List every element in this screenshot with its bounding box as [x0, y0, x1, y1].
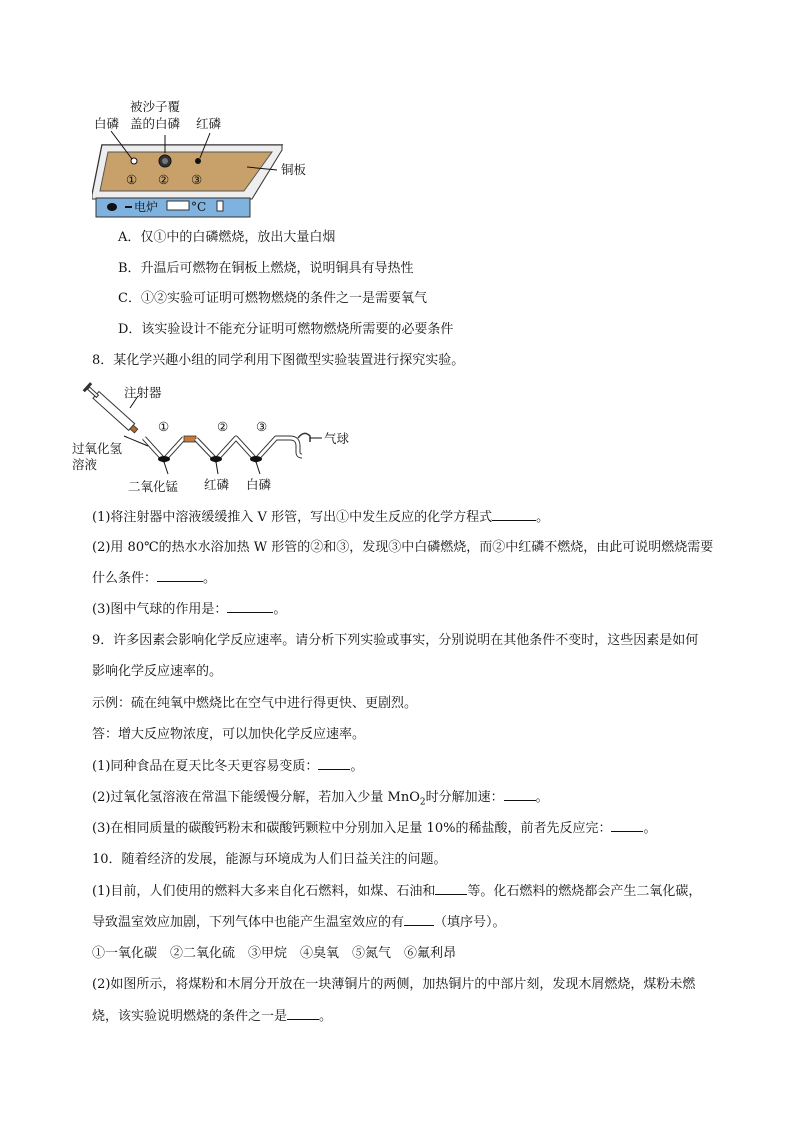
q8-sub2-line2: [92, 569, 216, 589]
q9-sub3-blank[interactable]: [611, 819, 643, 832]
temp-display: [167, 201, 189, 210]
label-white-p: 白磷: [246, 477, 272, 492]
q10-sub1-line2: [92, 913, 506, 933]
label-white-phosphorus: 白磷: [94, 116, 120, 131]
label-red-phosphorus: 红磷: [196, 116, 222, 131]
marker-q8-1: ①: [158, 419, 170, 434]
q9-sub2-subscript: 2: [419, 797, 426, 808]
red-phosphorus-sample: [195, 158, 201, 164]
label-syringe: 注射器: [124, 385, 162, 400]
stove-knob-icon: [107, 203, 117, 211]
q8-sub2-end: 。: [203, 571, 217, 586]
q9-stem-line1: 9．许多因素会影响化学反应速率。请分析下列实验或事实，分别说明在其他条件不变时，这些因素是如何: [92, 633, 699, 648]
figure-w-tube-experiment: [72, 380, 372, 498]
q8-sub1-end: 。: [536, 510, 550, 525]
marker-2: ②: [158, 172, 170, 187]
q9-sub2-blank[interactable]: [504, 788, 536, 801]
stove-label: 电炉: [134, 200, 159, 214]
q9-sub1: [92, 757, 363, 777]
q10-sub2-blank[interactable]: [287, 1007, 319, 1020]
q10-sub1-text: (1)目前，人们使用的燃料大多来自化石燃料，如煤、石油和: [92, 884, 436, 899]
q8-sub2-blank[interactable]: [157, 569, 203, 582]
tube-connector: [184, 436, 196, 442]
marker-q8-2: ②: [217, 419, 229, 434]
sand-texture: [162, 158, 168, 164]
label-covered-line1: 被沙子覆: [130, 99, 181, 114]
q10-sub2-text: 烧，该实验说明燃烧的条件之一是: [92, 1009, 288, 1024]
q9-stem-line2: 影响化学反应速率的。: [92, 664, 223, 679]
balloon-icon: [298, 433, 310, 442]
q10-sub1-cont: 等。化石燃料的燃烧都会产生二氧化碳，: [467, 884, 702, 899]
q7-option-c: C．①②实验可证明可燃物燃烧的条件之一是需要氧气: [118, 291, 427, 306]
q9-sub3: [92, 819, 656, 839]
q8-sub3-text: (3)图中气球的作用是：: [92, 602, 228, 617]
q9-sub2-text: (2)过氧化氢溶液在常温下能缓慢分解，若加入少量 MnO: [92, 790, 420, 805]
q9-sub1-text: (1)同种食品在夏天比冬天更容易变质：: [92, 759, 319, 774]
marker-3: ③: [191, 172, 203, 187]
q8-sub2-line1: (2)用 80℃的热水水浴加热 W 形管的②和③，发现③中白磷燃烧，而②中红磷不燃烧，由此可说明燃烧需要: [92, 540, 714, 555]
q10-stem: 10．随着经济的发展，能源与环境成为人们日益关注的问题。: [92, 852, 447, 867]
label-copper-plate: 铜板: [281, 162, 307, 177]
q8-sub1-blank[interactable]: [492, 508, 536, 521]
q10-sub2-line2: [92, 1007, 332, 1027]
q8-sub3-end: 。: [273, 602, 287, 617]
red-p-sample: [210, 456, 222, 462]
temp-unit: °C: [191, 200, 207, 214]
stove-switch-icon: [217, 201, 223, 211]
label-covered-line2: 盖的白磷: [130, 116, 181, 131]
q8-sub3-blank[interactable]: [227, 600, 273, 613]
marker-1: ①: [126, 172, 138, 187]
q10-sub1-blank[interactable]: [435, 882, 467, 895]
q8-sub1: [92, 508, 549, 528]
q10-choices: ①一氧化碳 ②二氧化硫 ③甲烷 ④臭氧 ⑤氮气 ⑥氟利昂: [92, 946, 457, 961]
q8-sub2-text: 什么条件：: [92, 571, 158, 586]
q9-example: 示例：硫在纯氧中燃烧比在空气中进行得更快、更剧烈。: [92, 696, 418, 711]
q8-sub1-text: (1)将注射器中溶液缓缓推入 V 形管，写出①中发生反应的化学方程式: [92, 510, 493, 525]
q7-option-b: B．升温后可燃物在铜板上燃烧，说明铜具有导热性: [118, 261, 414, 276]
q10-sub1-line2-text: 导致温室效应加剧，下列气体中也能产生温室效应的有: [92, 915, 405, 930]
q7-option-d: D．该实验设计不能充分证明可燃物燃烧所需要的必要条件: [118, 322, 454, 337]
q10-sub1-line2-blank[interactable]: [404, 913, 434, 926]
white-p-sample: [250, 456, 262, 462]
q10-sub2-line1: (2)如图所示，将煤粉和木屑分开放在一块薄铜片的两侧，加热铜片的中部片刻，发现木屑燃烧，煤粉未燃: [92, 977, 696, 992]
label-h2o2-line1: 过氧化氢: [72, 441, 123, 456]
q9-sub1-blank[interactable]: [318, 757, 350, 770]
q8-stem: 8．某化学兴趣小组的同学利用下图微型实验装置进行探究实验。: [92, 353, 465, 368]
q9-sub3-text: (3)在相同质量的碳酸钙粉末和碳酸钙颗粒中分别加入足量 10%的稀盐酸，前者先反应完：: [92, 821, 612, 836]
label-mno2: 二氧化锰: [128, 479, 179, 494]
label-balloon: 气球: [324, 431, 350, 446]
q9-sub2: [92, 788, 549, 813]
label-h2o2-line2: 溶液: [72, 457, 98, 472]
figure-copper-plate-experiment: [92, 95, 312, 220]
q9-sub1-end: 。: [350, 759, 364, 774]
q8-sub3: [92, 600, 286, 620]
q9-sub2-mid: 时分解加速：: [425, 790, 504, 805]
marker-q8-3: ③: [256, 419, 268, 434]
q9-answer: 答：增大反应物浓度，可以加快化学反应速率。: [92, 727, 366, 742]
q9-sub2-end: 。: [535, 790, 549, 805]
q7-option-a: A．仅①中的白磷燃烧，放出大量白烟: [118, 230, 336, 245]
q10-sub1-line2-end: （填序号）。: [434, 915, 506, 930]
q10-sub1-line1: [92, 882, 701, 902]
q9-sub3-end: 。: [643, 821, 657, 836]
stove-dash-icon: [125, 206, 132, 208]
mno2-sample: [158, 456, 170, 462]
label-red-p: 红磷: [204, 477, 230, 492]
q10-sub2-end: 。: [319, 1009, 333, 1024]
